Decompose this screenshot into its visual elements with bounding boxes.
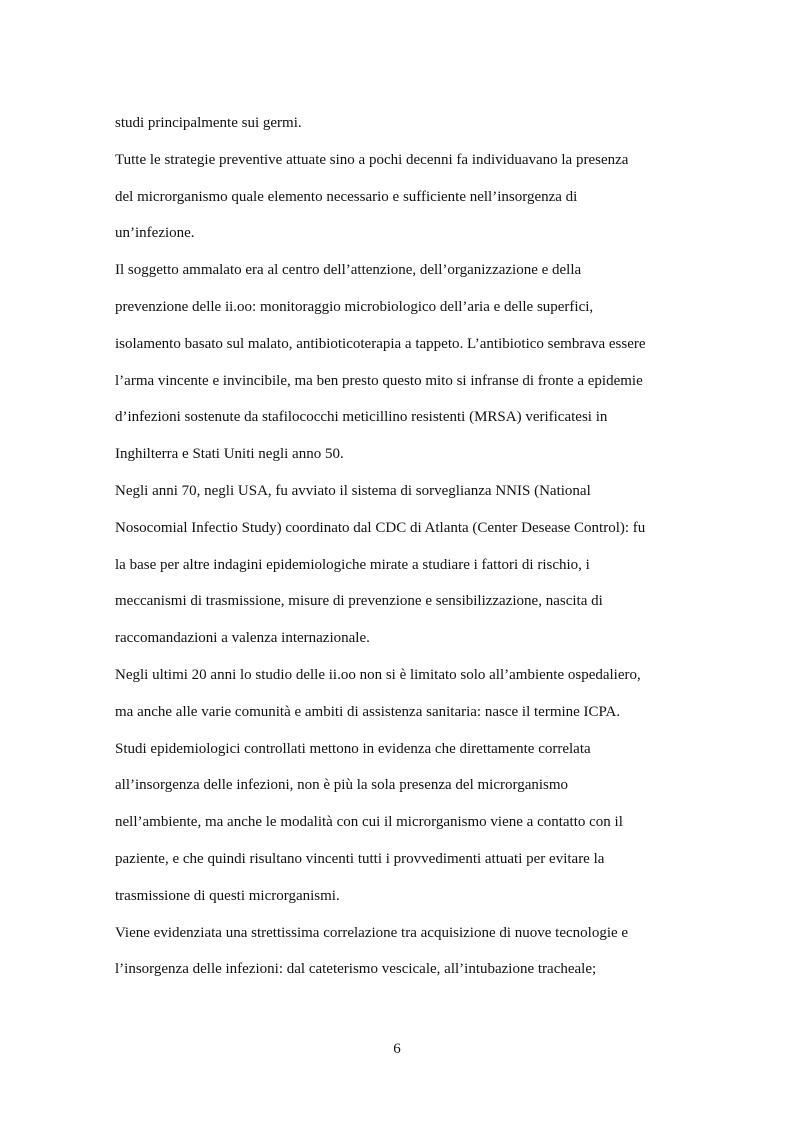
text-line: un’infezione. [115,225,195,242]
text-line: la base per altre indagini epidemiologiche mirate a studiare i fattori di rischio, i [115,556,590,573]
text-line: l’insorgenza delle infezioni: dal cateterismo vescicale, all’intubazione tracheale; [115,961,597,978]
text-line: raccomandazioni a valenza internazionale. [115,630,370,647]
text-line: ma anche alle varie comunità e ambiti di assistenza sanitaria: nasce il termine ICPA. [115,703,621,720]
body-text [115,113,700,996]
text-line: all’insorgenza delle infezioni, non è più la sola presenza del microrganismo [115,777,569,794]
text-line: nell’ambiente, ma anche le modalità con cui il microrganismo viene a contatto con il [115,814,623,831]
text-line: Nosocomial Infectio Study) coordinato dal CDC di Atlanta (Center Desease Control): fu [115,519,646,536]
text-line: paziente, e che quindi risultano vincenti tutti i provvedimenti attuati per evitare la [115,850,605,867]
text-line: Negli ultimi 20 anni lo studio delle ii.oo non si è limitato solo all’ambiente ospedaliero, [115,666,641,683]
page-number: 6 [393,1041,401,1057]
text-line: del microrganismo quale elemento necessario e sufficiente nell’insorgenza di [115,188,578,205]
text-line: prevenzione delle ii.oo: monitoraggio microbiologico dell’aria e delle superfici, [115,298,594,315]
text-line: Negli anni 70, negli USA, fu avviato il sistema di sorveglianza NNIS (National [115,482,591,499]
text-line: Viene evidenziata una strettissima correlazione tra acquisizione di nuove tecnologie e [115,924,629,941]
text-line: Studi epidemiologici controllati mettono in evidenza che direttamente correlata [115,740,591,757]
text-line: l’arma vincente e invincibile, ma ben presto questo mito si infranse di fronte a epidemie [115,372,643,389]
text-line: meccanismi di trasmissione, misure di prevenzione e sensibilizzazione, nascita di [115,593,603,610]
text-line: studi principalmente sui germi. [115,115,302,131]
text-line: Tutte le strategie preventive attuate sino a pochi decenni fa individuavano la presenza [115,151,629,168]
text-line: Inghilterra e Stati Uniti negli anno 50. [115,446,344,463]
text-line: Il soggetto ammalato era al centro dell’attenzione, dell’organizzazione e della [115,262,582,279]
text-line: trasmissione di questi microrganismi. [115,887,340,904]
text-line: isolamento basato sul malato, antibioticoterapia a tappeto. L’antibiotico sembrava essere [115,335,646,352]
text-line: d’infezioni sostenute da stafilococchi meticillino resistenti (MRSA) verificatesi in [115,409,608,426]
